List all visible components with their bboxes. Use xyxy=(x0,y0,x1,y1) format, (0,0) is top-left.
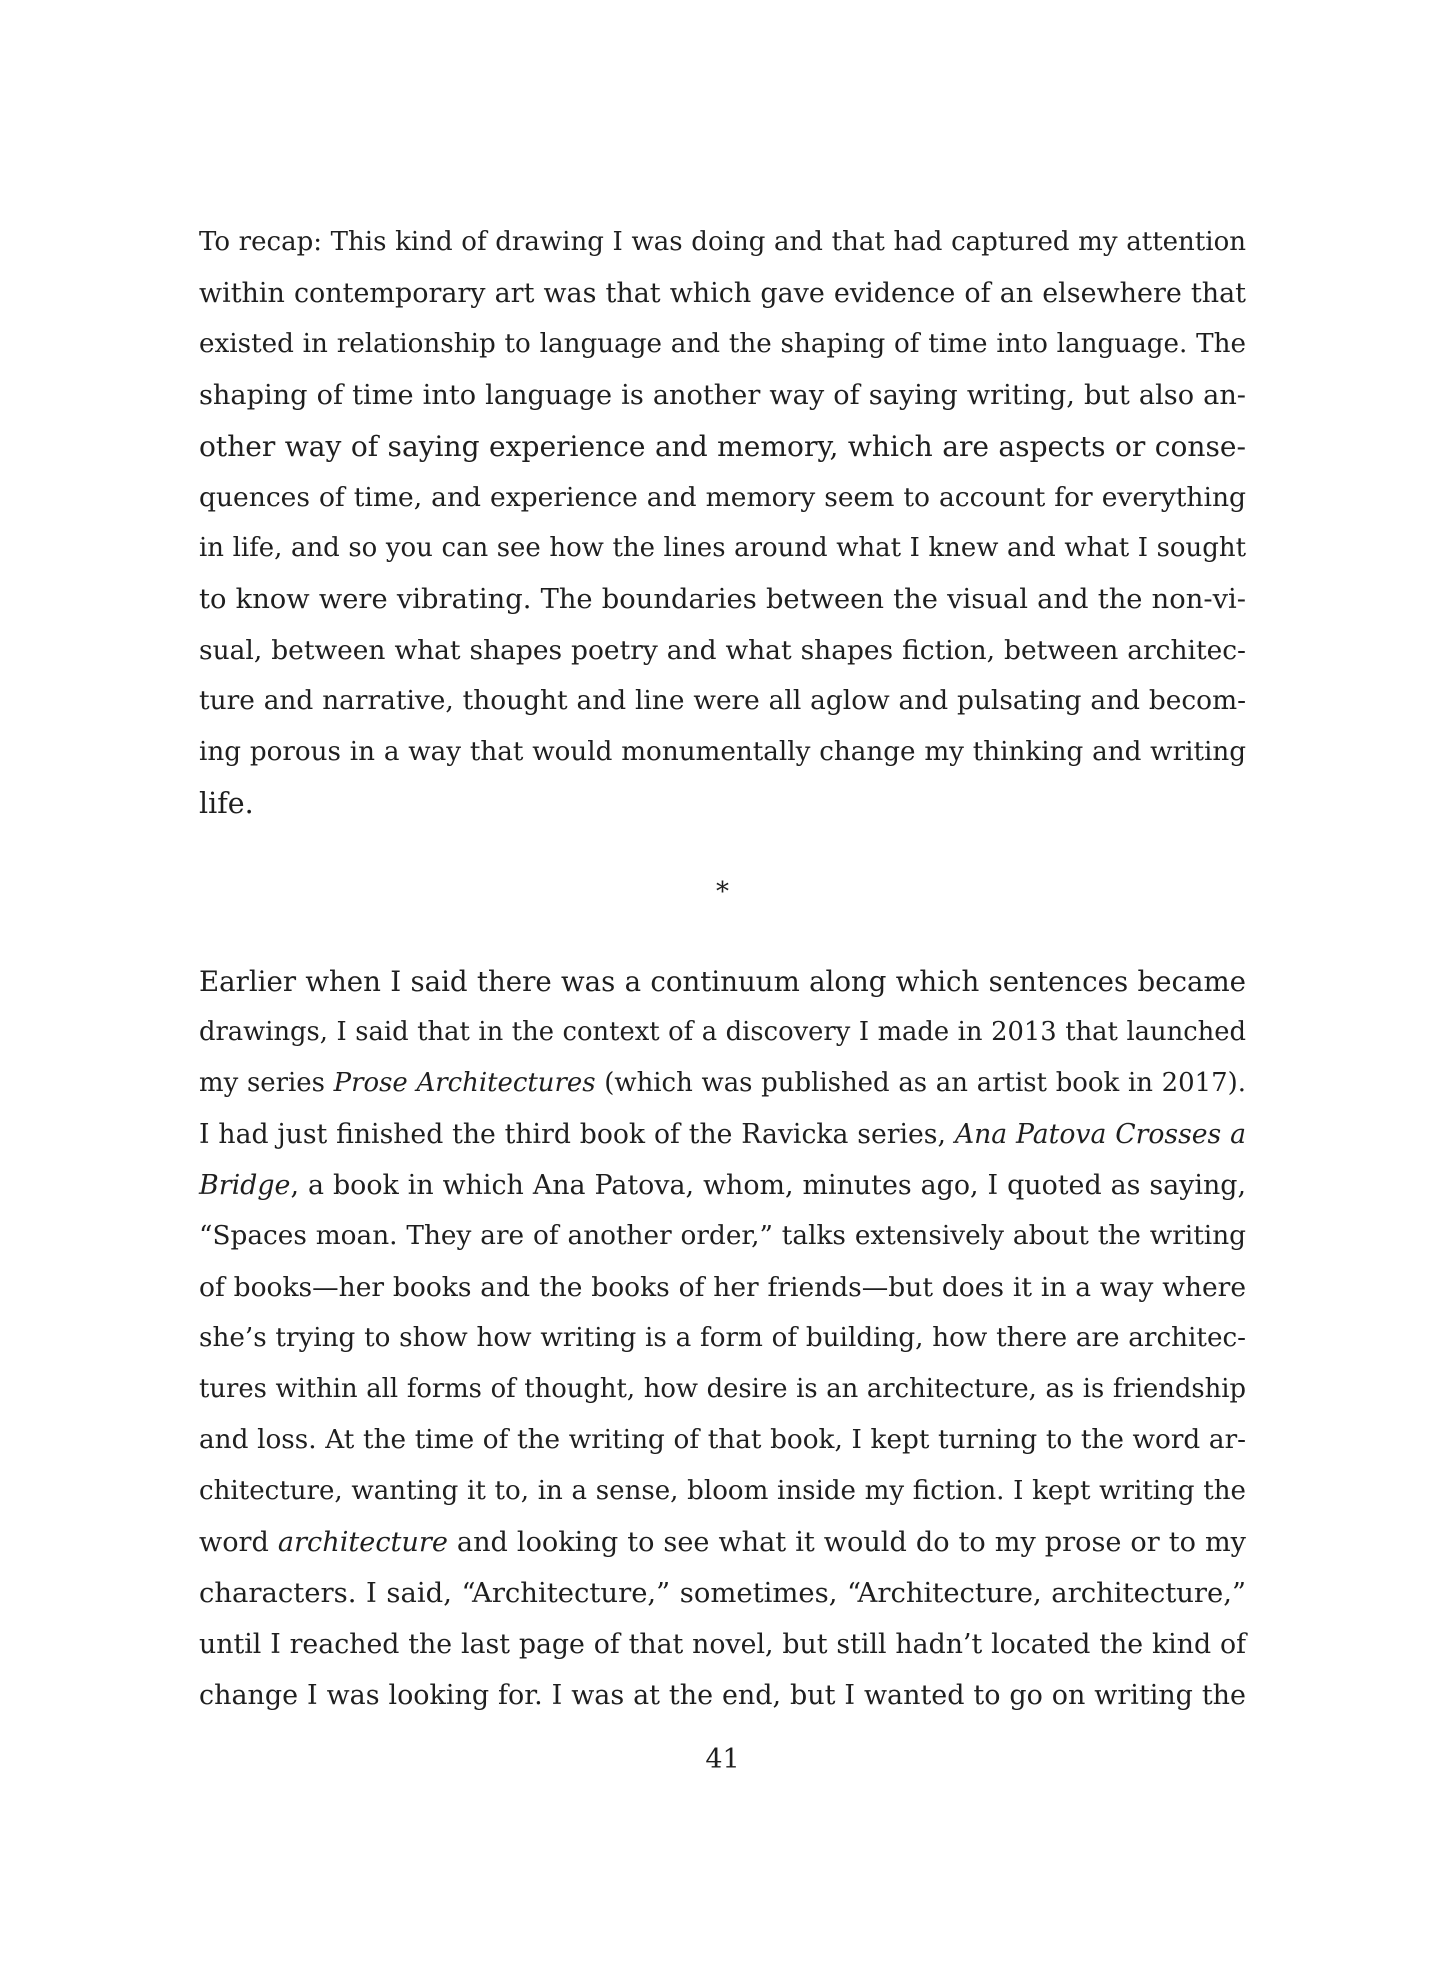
text-line: sual, between what shapes poetry and what shapes fiction, between architec- xyxy=(199,635,1246,666)
emphasized-word: architecture xyxy=(277,1527,448,1558)
text-segment: (which was published as an artist book in 2017). xyxy=(595,1068,1246,1098)
paragraph-earlier xyxy=(199,956,1246,1721)
text-line: she’s trying to show how writing is a form of building, how there are architec- xyxy=(199,1323,1246,1353)
book-title: Prose Architectures xyxy=(333,1068,596,1098)
text-line: chitecture, wanting it to, in a sense, bloom inside my fiction. I kept writing the xyxy=(199,1476,1246,1506)
text-line: To recap: This kind of drawing I was doing and that had captured my attention xyxy=(199,227,1246,257)
text-line xyxy=(199,1058,1246,1109)
text-line: life. xyxy=(199,787,254,820)
text-line: and loss. At the time of the writing of that book, I kept turning to the word ar- xyxy=(199,1425,1246,1455)
text-line: to know were vibrating. The boundaries between the visual and the non-vi- xyxy=(199,584,1246,615)
text-line: “Spaces moan. They are of another order,” talks extensively about the writing xyxy=(199,1221,1246,1251)
text-line: ing porous in a way that would monumentally change my thinking and writing xyxy=(199,737,1246,767)
text-line: quences of time, and experience and memory seem to account for everything xyxy=(199,482,1246,513)
text-line: other way of saying experience and memory, which are aspects or conse- xyxy=(199,430,1246,463)
text-line: existed in relationship to language and the shaping of time into language. The xyxy=(199,329,1246,359)
text-segment: and looking to see what it would do to my prose or to my xyxy=(447,1527,1246,1558)
text-segment: my series xyxy=(199,1068,334,1098)
book-title: Bridge xyxy=(199,1170,291,1201)
book-title: Ana Patova Crosses a xyxy=(954,1119,1247,1150)
page-number: 41 xyxy=(705,1744,740,1775)
text-line: in life, and so you can see how the lines around what I knew and what I sought xyxy=(199,533,1246,563)
text-line: characters. I said, “Architecture,” sometimes, “Architecture, architecture,” xyxy=(199,1578,1246,1609)
text-line: ture and narrative, thought and line were all aglow and pulsating and becom- xyxy=(199,686,1246,716)
paragraph-recap xyxy=(199,217,1246,829)
text-line: drawings, I said that in the context of a discovery I made in 2013 that launched xyxy=(199,1017,1246,1047)
text-segment: , a book in which Ana Patova, whom, minutes ago, I quoted as saying, xyxy=(290,1170,1246,1201)
text-line: change I was looking for. I was at the end, but I wanted to go on writing the xyxy=(199,1680,1246,1711)
text-line xyxy=(199,1109,1246,1160)
text-line: of books—her books and the books of her friends—but does it in a way where xyxy=(199,1272,1246,1303)
text-line: Earlier when I said there was a continuum along which sentences became xyxy=(199,965,1246,998)
text-line: within contemporary art was that which gave evidence of an elsewhere that xyxy=(199,278,1246,309)
text-line xyxy=(199,1160,1246,1211)
text-line: tures within all forms of thought, how desire is an architecture, as is friendship xyxy=(199,1374,1246,1404)
section-separator: * xyxy=(716,877,729,907)
text-segment: word xyxy=(199,1527,278,1558)
text-line: until I reached the last page of that novel, but still hadn’t located the kind of xyxy=(199,1629,1246,1660)
text-segment: I had just finished the third book of the Ravicka series, xyxy=(199,1119,955,1150)
text-line xyxy=(199,1517,1246,1568)
page-body xyxy=(199,217,1246,1721)
text-line: shaping of time into language is another way of saying writing, but also an- xyxy=(199,380,1246,411)
